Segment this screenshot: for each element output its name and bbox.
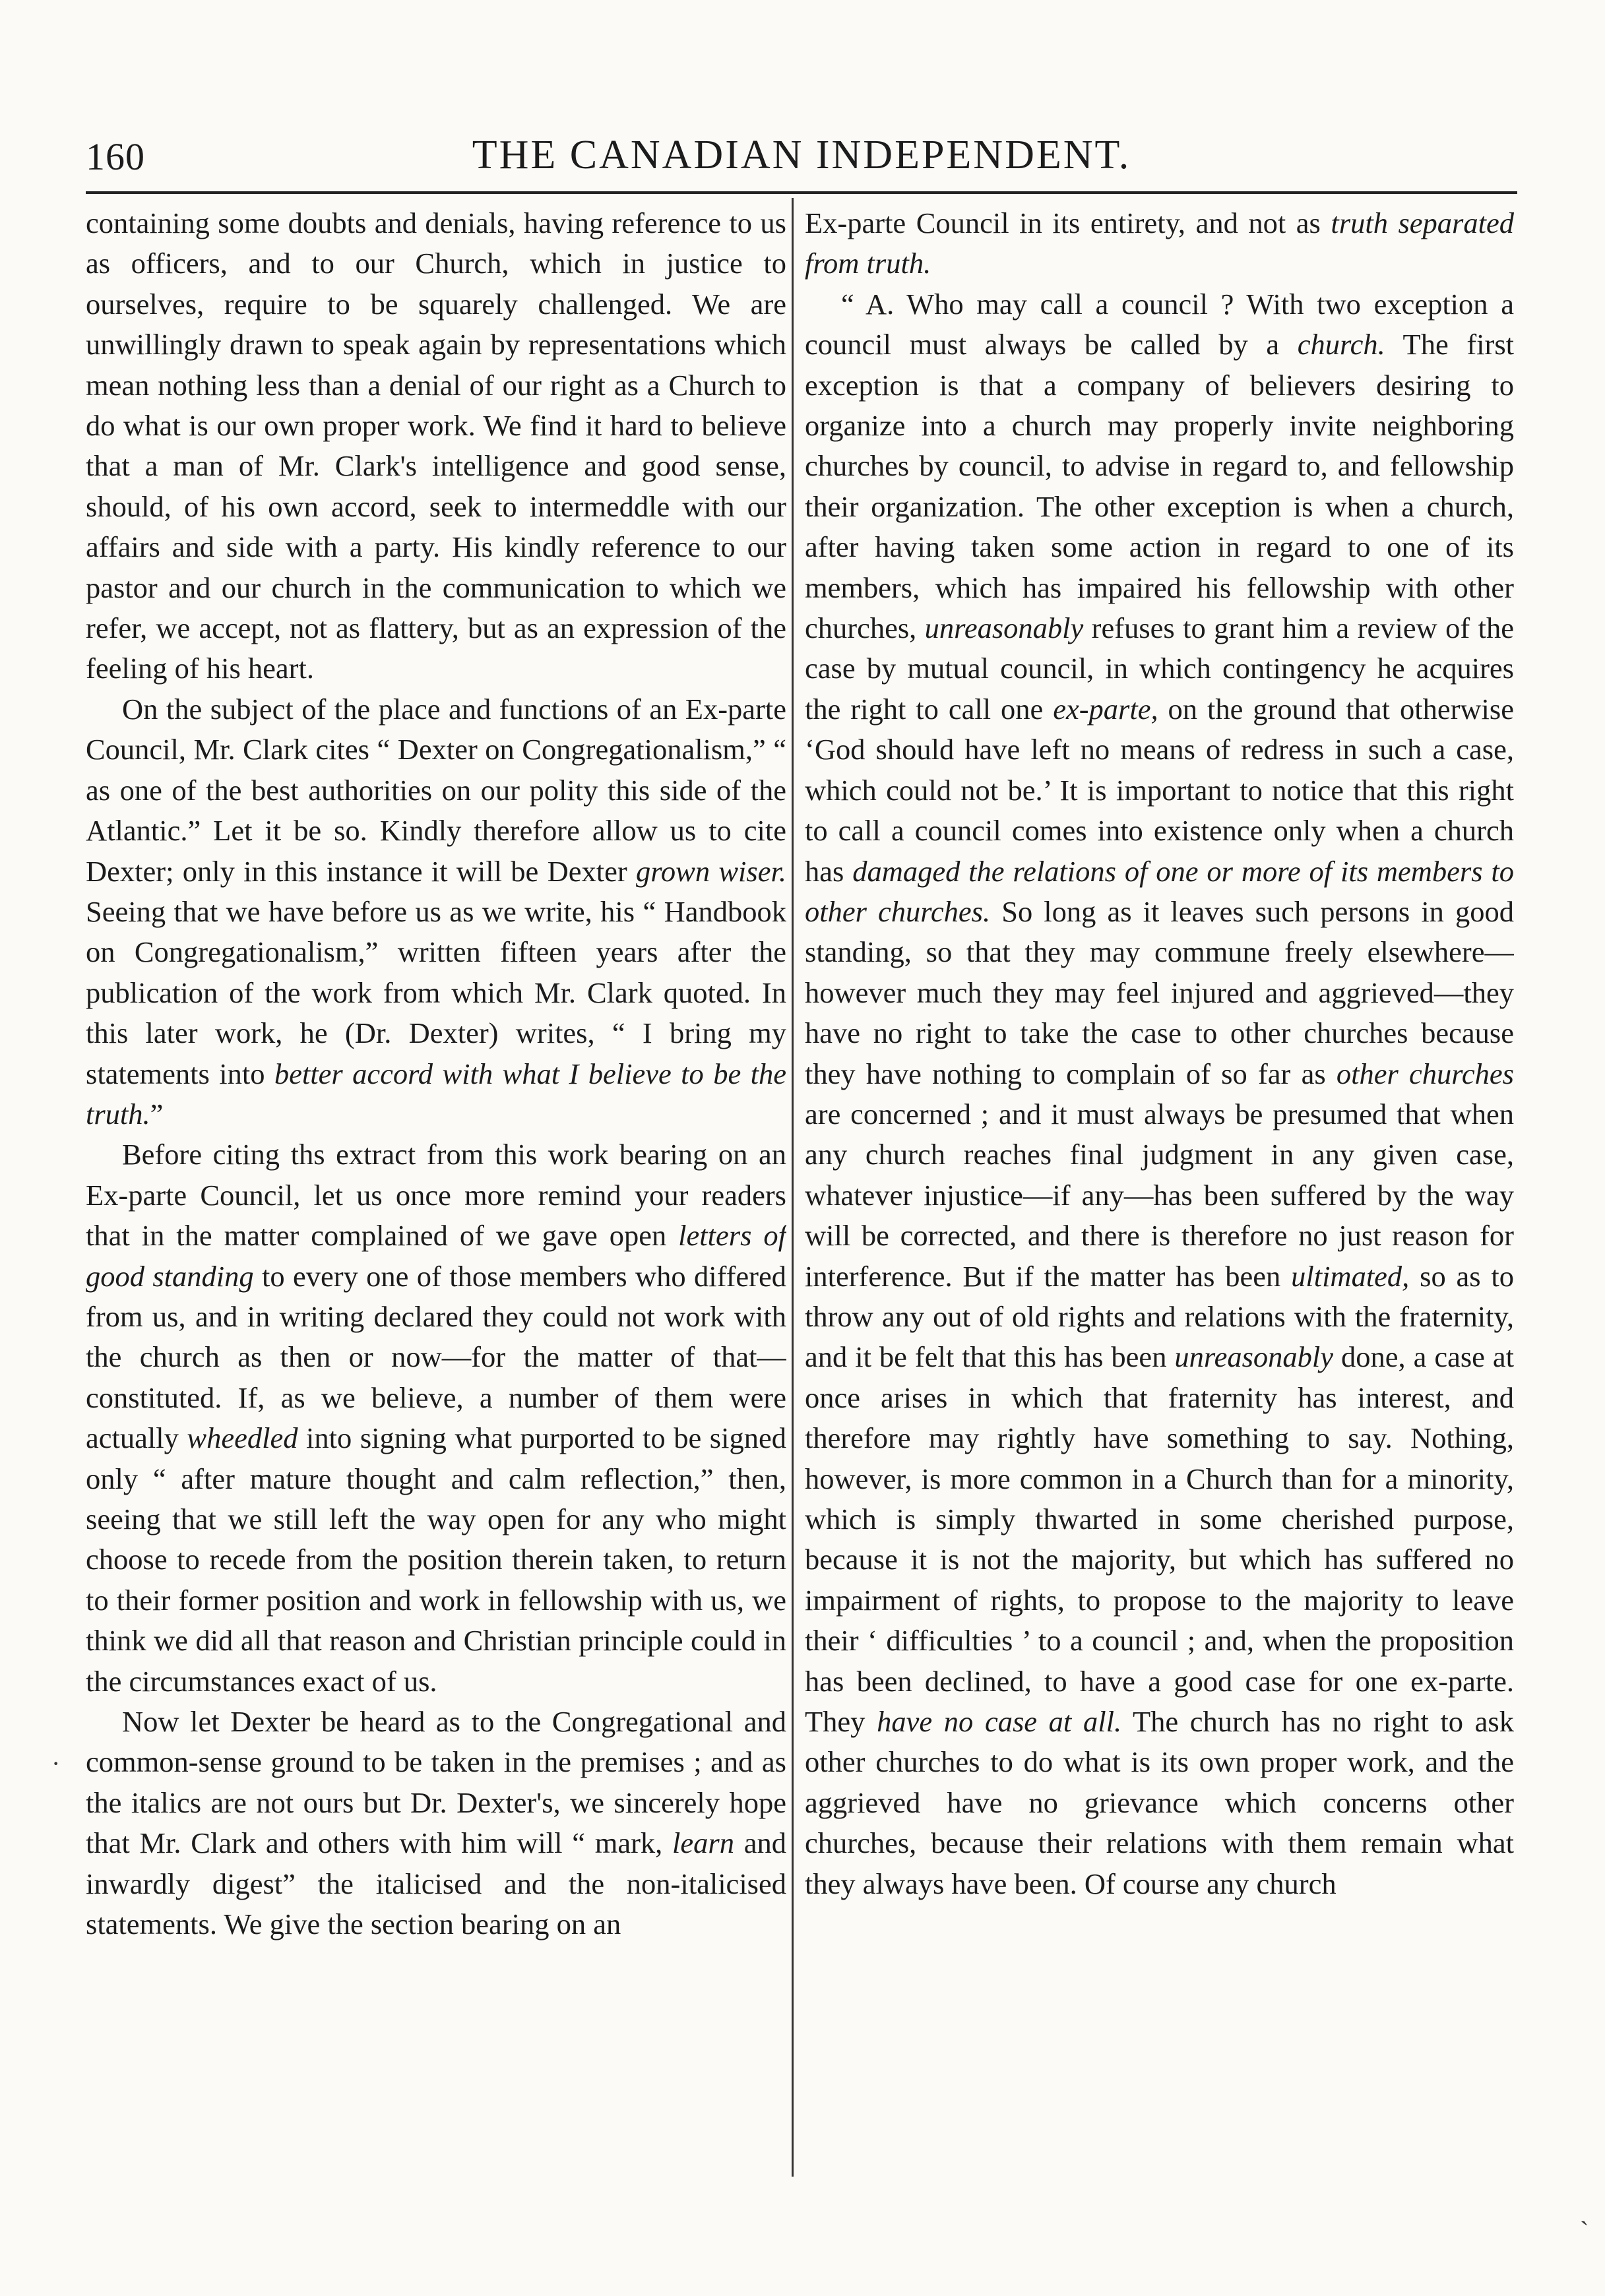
paragraph: On the subject of the place and functions of an Ex-parte Council, Mr. Clark cites “ Dexter on Congregationalism,” “ as one of the best authorities on our polity this side of the Atlantic.” Let it be so. Kindly therefore allow us to cite Dexter; only in this instance it will be Dexter grown wiser. Seeing that we have before us as we write, his “ Handbook on Congregationalism,” written fifteen years after the publication of the work from which Mr. Clark quoted. In this later work, he (Dr. Dexter) writes, “ I bring my statements into better accord with what I believe to be the truth.” xyxy=(86,692,786,1131)
margin-speck: · xyxy=(51,1749,61,1778)
page-number: 160 xyxy=(86,135,145,178)
paragraph: containing some doubts and denials, having reference to us as officers, and to our Church, which in justice to ourselves, require to be squarely challenged. We are unwillingly drawn to speak again by representations which mean nothing less than a denial of our right as a Church to do what is our own proper work. We find it hard to believe that a man of Mr. Clark's intelligence and good sense, should, of his own accord, seek to intermeddle with our affairs and side with a party. His kindly reference to our pastor and our church in the communication to which we refer, we accept, not as flattery, but as an expression of the feeling of his heart. xyxy=(86,206,786,685)
paragraph: Before citing ths extract from this work bearing on an Ex-parte Council, let us once more remind your readers that in the matter complained of we gave open letters of good standing to every one of those members who differed from us, and in writing declared they could not work with the church as then or now—for the matter of that—constituted. If, as we believe, a number of them were actually wheedled into signing what purported to be signed only “ after mature thought and calm reflection,” then, seeing that we still left the way open for any who might choose to recede from the position therein taken, to return to their former position and work in fellowship with us, we think we did all that reason and Christian principle could in the circumstances exact of us. xyxy=(86,1138,786,1698)
column-divider xyxy=(792,198,794,2177)
left-column xyxy=(86,203,786,2188)
journal-title: THE CANADIAN INDEPENDENT. xyxy=(472,133,1131,177)
right-column xyxy=(805,203,1514,2188)
paragraph: “ A. Who may call a council ? With two exception a council must always be called by a church. The first exception is that a company of believers desiring to organize into a church may properly invite neighboring churches by council, to advise in regard to, and fellowship their organization. The other exception is when a church, after having taken some action in regard to one of its members, which has impaired his fellowship with other churches, unreasonably refuses to grant him a review of the case by mutual council, in which contingency he acquires the right to call one ex-parte, on the ground that otherwise ‘God should have left no means of redress in such a case, which could not be.’ It is important to notice that this right to call a council comes into existence only when a church has damaged the relations of one or more of its members to other churches. So long as it leaves such persons in good standing, so that they may commune freely elsewhere—however much they may feel injured and aggrieved—they have no right to take the case to other churches because they have nothing to complain of so far as other churches are concerned ; and it must always be presumed that when any church reaches final judgment in any given case, whatever injustice—if any—has been suffered by the way will be corrected, and there is therefore no just reason for interference. But if the matter has been ultimated, so as to throw any out of old rights and relations with the fraternity, and it be felt that this has been unreasonably done, a case at once arises in which that fraternity has interest, and therefore may rightly have something to say. Nothing, however, is more common in a Church than for a minority, which is simply thwarted in some cherished purpose, because it is not the majority, but which has suffered no impairment of rights, to propose to the majority to leave their ‘ difficulties ’ to a council ; and, when the proposition has been declined, to have a good case for one ex-parte. They have no case at all. The church has no right to ask other churches to do what is its own proper work, and the aggrieved have no grievance which concerns other churches, because their relations with them remain what they always have been. Of course any church xyxy=(805,287,1514,1900)
margin-speck: ˏ xyxy=(1580,2196,1589,2225)
header-rule xyxy=(86,191,1517,194)
page-header xyxy=(86,129,1517,189)
paragraph: Now let Dexter be heard as to the Congregational and common-sense ground to be taken in the premises ; and as the italics are not ours but Dr. Dexter's, we sincerely hope that Mr. Clark and others with him will “ mark, learn and inwardly digest” the italicised and the non-italicised statements. We give the section bearing on an xyxy=(86,1705,786,1941)
paragraph: Ex-parte Council in its entirety, and not as truth separated from truth. xyxy=(805,206,1514,280)
